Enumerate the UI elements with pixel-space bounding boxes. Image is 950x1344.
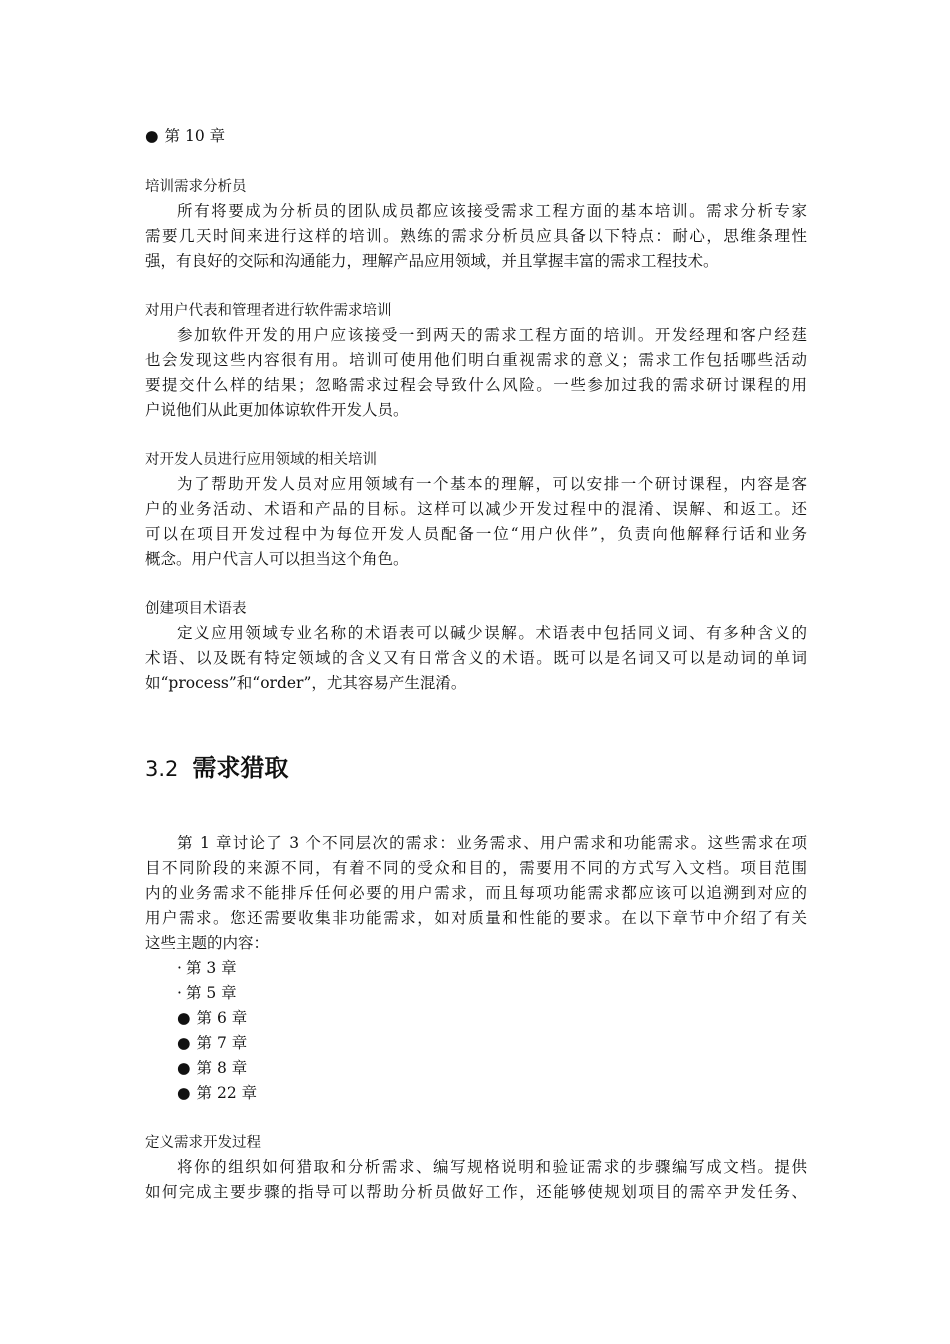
paragraph-line: 定义应用领域专业名称的术语表可以碱少误解。术语表中包括同义词、有多种含义的 [177,624,807,642]
paragraph-line: 要提交什么样的结果；忽略需求过程会导致什么风险。一些参加过我的需求研讨课程的用 [145,376,807,394]
list-marker: ● [177,1059,191,1077]
list-item-text: 第 6 章 [196,1009,248,1027]
subheading-define-process: 定义需求开发过程 [145,1135,261,1151]
paragraph-line: 目不同阶段的来源不同，有着不同的受众和目的，需要用不同的方式写入文档。项目范围 [145,859,807,877]
paragraph-line: 如“process”和“order”，尤其容易产生混淆。 [145,674,467,692]
paragraph-line: 概念。用户代言人可以担当这个角色。 [145,550,409,568]
subheading-training-analysts: 培训需求分析员 [145,179,247,195]
paragraph-line: 也会发现这些内容很有用。培训可使用他们明白重视需求的意义；需求工作包括哪些活动 [145,351,807,369]
section-title [145,752,288,785]
list-item [177,1056,247,1081]
paragraph-line: 术语、以及既有特定领域的含义又有日常含义的术语。既可以是名词又可以是动词的单词 [145,649,807,667]
list-item [177,956,237,981]
list-marker: ● [177,1009,191,1027]
list-marker: ● [177,1034,191,1052]
paragraph-line: 用户需求。您还需要收集非功能需求，如对质量和性能的要求。在以下章节中介绍了有关 [145,909,807,927]
list-marker: ● [177,1084,191,1102]
paragraph-line: 将你的组织如何猎取和分析需求、编写规格说明和验证需求的步骤编写成文档。提供 [177,1158,807,1176]
paragraph-line: 如何完成主要步骤的指导可以帮助分析员做好工作，还能够使规划项目的需卒尹发任务、 [145,1183,807,1201]
paragraph-line: 强，有良好的交际和沟通能力，理解产品应用领域，并且掌握丰富的需求工程技术。 [145,252,719,270]
paragraph-line: 内的业务需求不能排斥任何必要的用户需求，而且每项功能需求都应该可以追溯到对应的 [145,884,807,902]
bullet-marker: ● [145,127,159,145]
list-marker: · [177,959,182,977]
list-item-text: 第 22 章 [196,1084,258,1102]
paragraph-line: 第 1 章讨论了 3 个不同层次的需求：业务需求、用户需求和功能需求。这些需求在项 [177,834,807,852]
subheading-glossary: 创建项目术语表 [145,601,247,617]
list-item-text: 第 7 章 [196,1034,248,1052]
paragraph-line: 参加软件开发的用户应该接受一到两天的需求工程方面的培训。开发经理和客户经莛 [177,326,807,344]
list-item [177,1006,247,1031]
list-item [177,981,237,1006]
paragraph-line: 这些主题的内容： [145,934,270,952]
paragraph-line: 需要几天时间来进行这样的培训。熟练的需求分析员应具备以下特点：耐心，思维条理性 [145,227,807,245]
paragraph-line: 户的业务活动、术语和产品的目标。这样可以减少开发过程中的混淆、误解、和返工。还 [145,500,807,518]
bullet-text: 第 10 章 [164,127,226,145]
paragraph-line: 所有将要成为分析员的团队成员都应该接受需求工程方面的基本培训。需求分析专家 [177,202,807,220]
section-number: 3.2 [145,757,179,781]
paragraph-line: 可以在项目开发过程中为每位开发人员配备一位“用户伙伴”，负责向他解释行话和业务 [145,525,807,543]
subheading-developer-training: 对开发人员进行应用领域的相关培训 [145,452,377,468]
top-bullet-item [145,124,225,149]
paragraph-line: 户说他们从此更加体谅软件开发人员。 [145,401,409,419]
section-title-text: 需求猎取 [192,754,289,782]
list-item-text: 第 3 章 [185,959,237,977]
list-item [177,1081,257,1106]
list-item-text: 第 5 章 [185,984,237,1002]
list-item [177,1031,247,1056]
subheading-user-training: 对用户代表和管理者进行软件需求培训 [145,303,392,319]
paragraph-line: 为了帮助开发人员对应用领域有一个基本的理解，可以安排一个研讨课程，内容是客 [177,475,807,493]
list-marker: · [177,984,182,1002]
list-item-text: 第 8 章 [196,1059,248,1077]
